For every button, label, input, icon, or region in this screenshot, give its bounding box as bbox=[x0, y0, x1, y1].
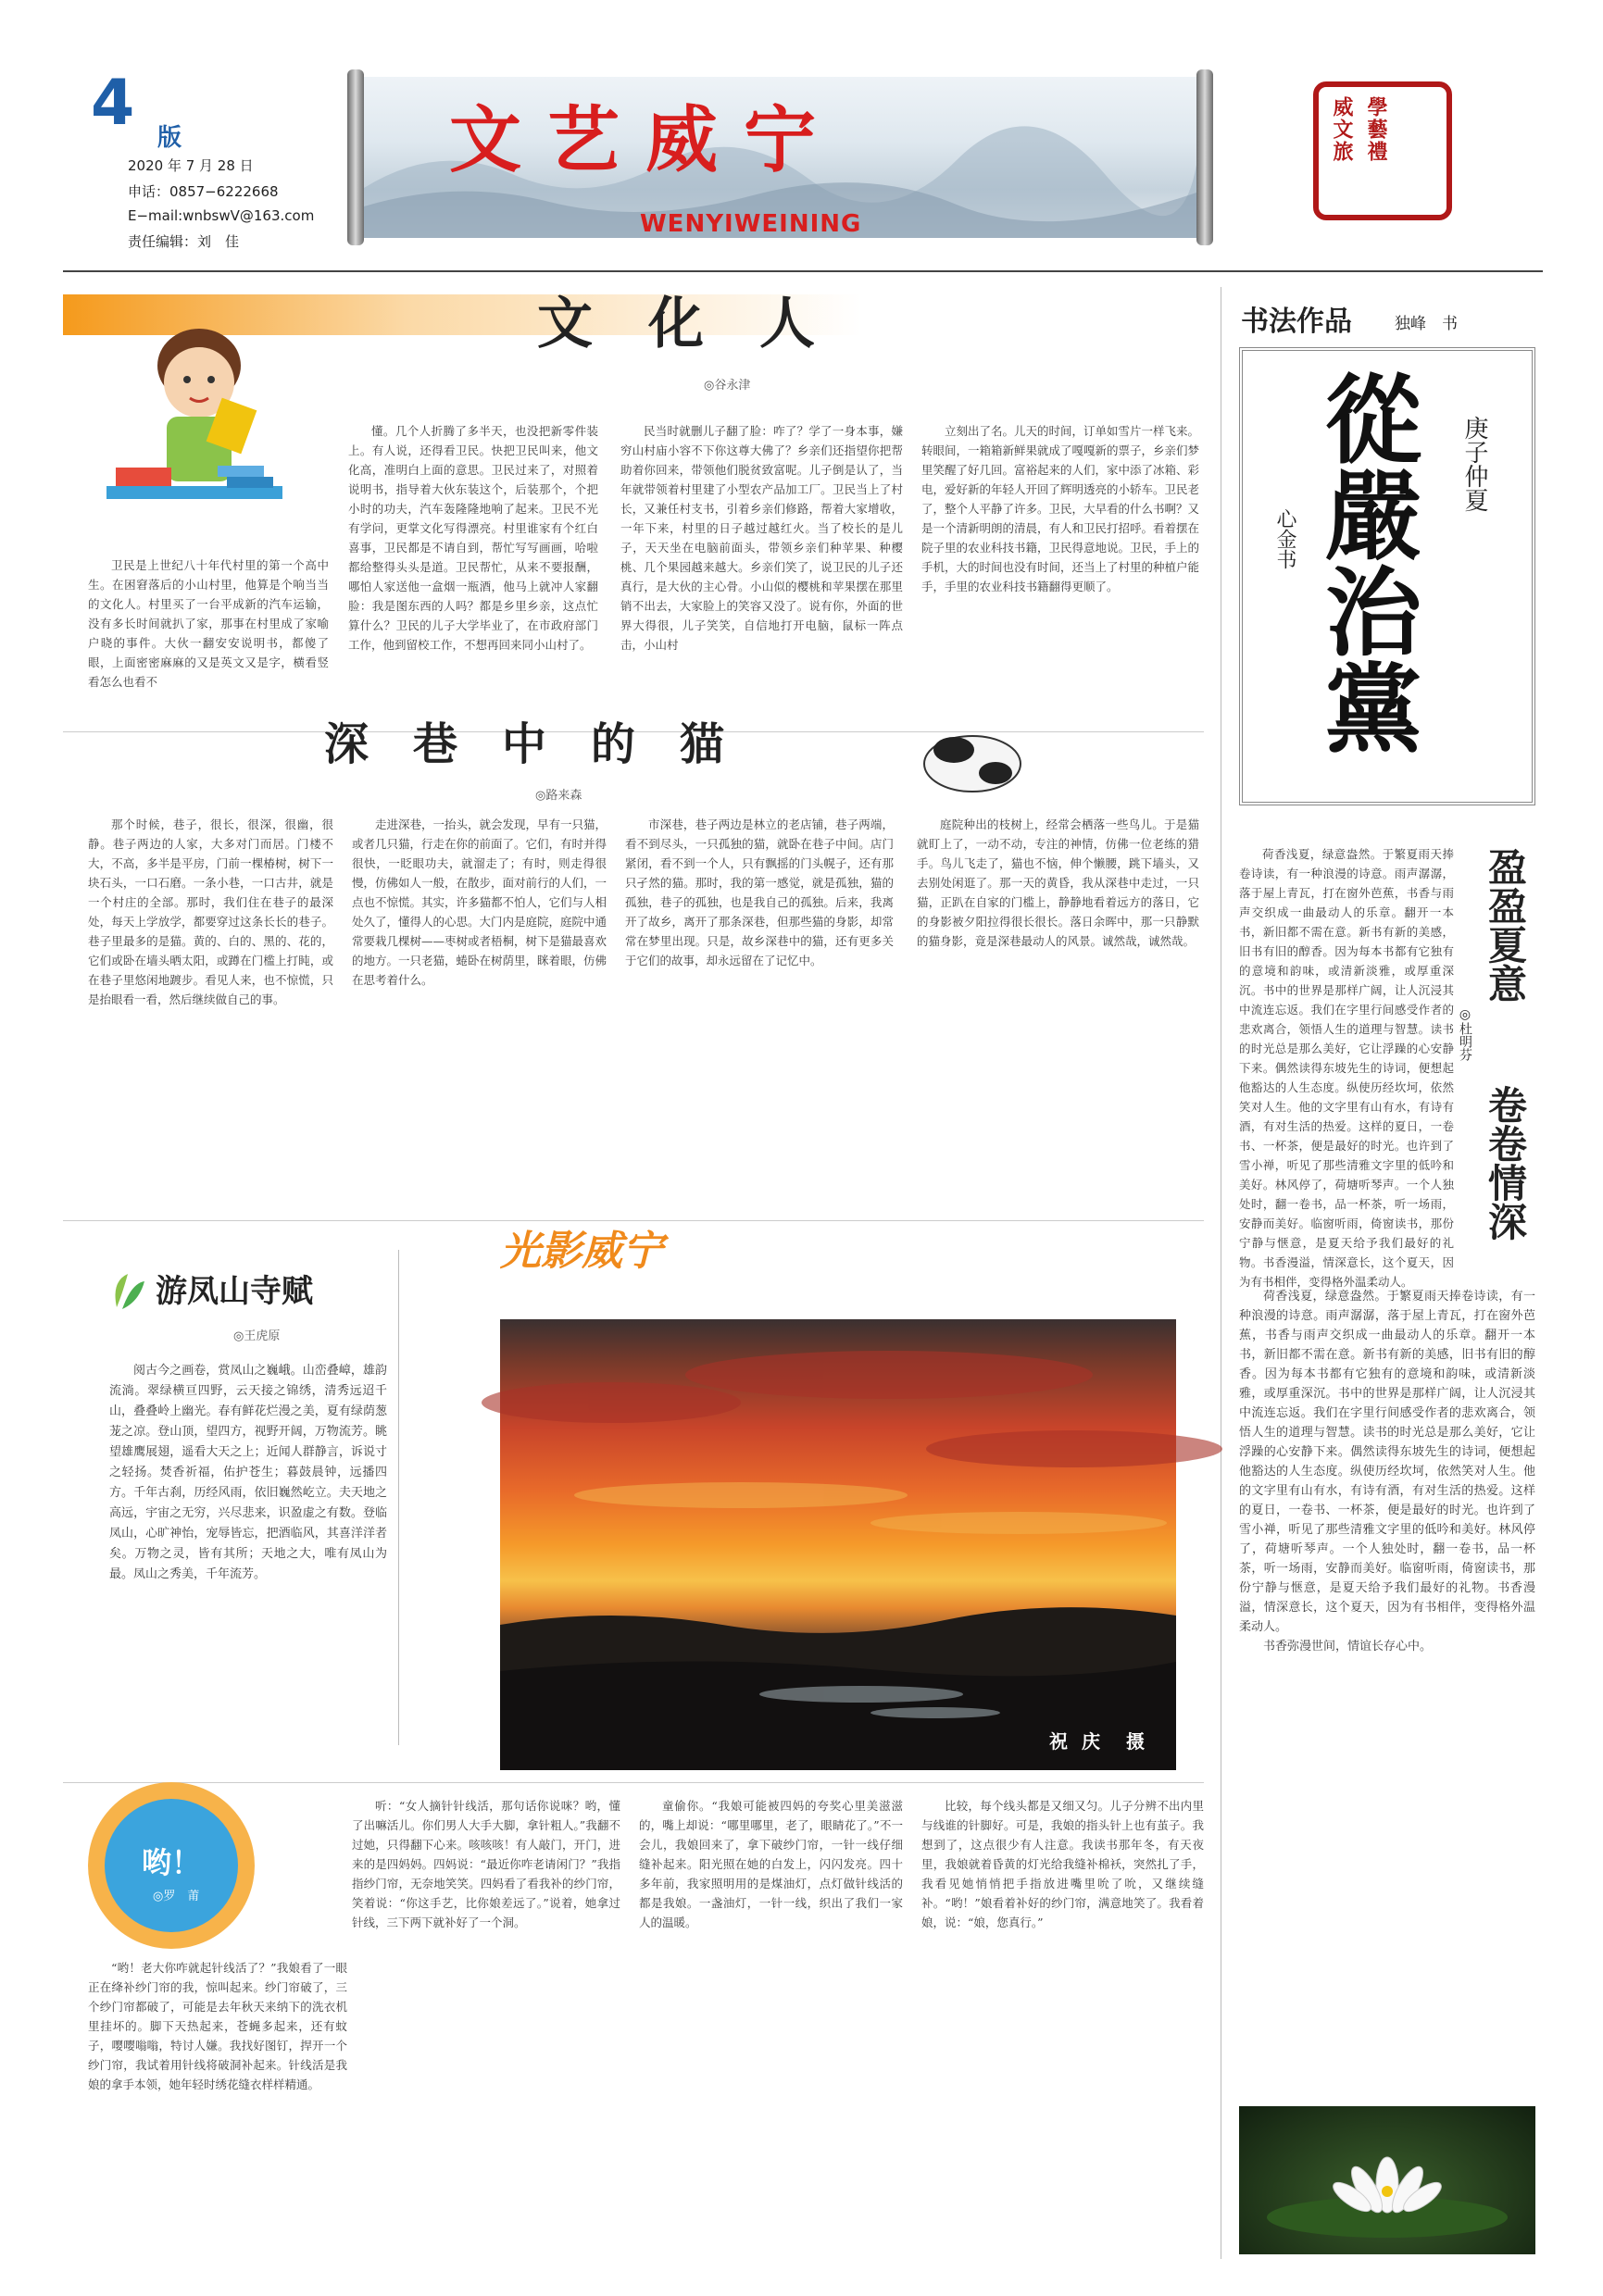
temple-author: ◎王虎原 bbox=[233, 1329, 281, 1343]
editor: 责任编辑：刘 佳 bbox=[128, 233, 240, 250]
temple-text: 阅古今之画卷，赏凤山之巍峨。山峦叠嶂，雄韵流淌。翠绿横亘四野，云天接之锦绣，清秀远迢千山，叠叠岭上幽光。春有鲜花烂漫之美，夏有绿荫葱茏之凉。登山顶，望四方，视野开阔，万物流芳。眺望雄鹰展翅，遥看大天之上；近闻人群静言，诉说寸之轻扬。焚香祈福，佑护苍生；暮鼓晨钟，远播四方。千年古刹，历经风雨，依旧巍然屹立。夫天地之高远，宇宙之无穷，兴尽悲来，识盈虚之有数。登临凤山，心旷神怡，宠辱皆忘，把酒临风，其喜洋洋者矣。万物之灵，皆有其所；天地之大，唯有凤山为最。凤山之秀美，千年流芳。 bbox=[109, 1364, 387, 1581]
cat-divider bbox=[63, 1220, 1204, 1221]
photo-credit: 祝 庆 摄 bbox=[1049, 1730, 1148, 1753]
issue-date: 2020 年 7 月 28 日 bbox=[128, 157, 254, 174]
temple-title: 游凤山寺赋 bbox=[156, 1273, 313, 1310]
culture-column-2: 懂。几个人折腾了多半天，也没把新零件装上。有人说，还得看卫民。快把卫民叫来，他文化高，准明白上面的意思。卫民过来了，对照着说明书，指导着大伙东装这个，后装那个，个把小时的功夫，汽车轰隆隆地响了起来。卫民不光有学问，更掌文化写得漂亮。村里谁家有个红白喜事，卫民都是不请自到，帮忙写写画画，哈啦都给整得头头是道。卫民帮忙，从来不要报酬，哪怕人家送他一盒烟一瓶酒，他马上就冲人家翻脸：我是图东西的人吗？都是乡里乡亲，这点忙算什么？卫民的儿子大学毕业了，在市政府部门工作，他到留校工作，不想再回来同小山村了。 bbox=[348, 424, 598, 652]
masthead-title: 文艺威宁 bbox=[449, 98, 843, 182]
phone: 申话：0857−6222668 bbox=[128, 183, 279, 200]
lotus-photo bbox=[1239, 2106, 1535, 2254]
sunset-photo bbox=[500, 1319, 1176, 1770]
masthead-pinyin: WENYIWEINING bbox=[640, 210, 862, 238]
yo-column-2: 听：“女人摘针针线活，那句话你说咪？哟，懂了出嘛活儿。你们男人大手大脚，拿针粗人。”我翻不过她，只得翻下心来。咳咳咳！有人敲门，开门，进来的是四妈妈。四妈说：“最近你咋老请闲门？”我指指纱门帘，无奈地笑笑。四妈看了看我补的纱门帘，笑着说：“你这手艺，比你娘差远了。”说着，她拿过针线，三下两下就补好了一个洞。 bbox=[352, 1799, 620, 1929]
yo-column-3: 童偷你。“我娘可能被四妈的夸奖心里美滋滋的，嘴上却说：“哪里哪里，老了，眼睛花了。”不一会儿，我娘回来了，拿下破纱门帘，一针一线仔细缝补起来。阳光照在她的白发上，闪闪发亮。四十多年前，我家照明用的是煤油灯，点灯做针线活的都是我娘。一盏油灯，一针一线，织出了我们一家人的温暖。 bbox=[639, 1799, 903, 1929]
summer-text-top: 荷香浅夏，绿意盎然。于繁夏雨天捧卷诗读，有一种浪漫的诗意。雨声潺潺，落于屋上青瓦，打在窗外芭蕉，书香与雨声交织成一曲最动人的乐章。翻开一本书，新旧都不需在意。新书有新的美感，旧书有旧的醇香。因为每本书都有它独有的意境和韵味，或清新淡雅，或厚重深沉。书中的世界是那样广阔，让人沉浸其中流连忘返。我们在字里行间感受作者的悲欢离合，领悟人生的道理与智慧。读书的时光总是那么美好，它让浮躁的心安静下来。偶然读得东坡先生的诗词，便想起他豁达的人生态度。纵使历经坎坷，依然笑对人生。他的文字里有山有水，有诗有酒，有对生活的热爱。这样的夏日，一卷书、一杯茶，便是最好的时光。也许到了雪小禅，听见了那些清雅文字里的低吟和美好。林风停了，荷塘听琴声。一个人独处时，翻一卷书，品一杯茶，听一场雨，安静而美好。临窗听雨，倚窗读书，那份宁静与惬意，是夏天给予我们最好的礼物。书香漫溢，情深意长，这个夏天，因为有书相伴，变得格外温柔动人。 bbox=[1239, 847, 1454, 1289]
summer-title-2: 卷卷情深 bbox=[1483, 1085, 1528, 1241]
scroll-left-roll bbox=[347, 69, 364, 245]
calligraphy-frame bbox=[1239, 347, 1535, 805]
page-suffix: 版 bbox=[157, 124, 182, 152]
culture-column-1: 卫民是上世纪八十年代村里的第一个高中生。在困窘落后的小山村里，他算是个响当当的文化人。村里买了一台平成新的汽车运输，没有多长时间就扒了家，那事在村里成了家喻户晓的事件。大伙一翻安安说明书，都傻了眼，上面密密麻麻的又是英文又是字，横看竖看怎么也看不 bbox=[88, 558, 329, 689]
seal-col-2: 威文旅 bbox=[1330, 96, 1354, 163]
masthead-banner bbox=[347, 69, 1213, 245]
cat-title: 深 巷 中 的 猫 bbox=[324, 718, 725, 770]
child-reading-illustration bbox=[88, 301, 301, 551]
culture-author: ◎谷永津 bbox=[704, 379, 751, 393]
seal-col-1: 學藝禮 bbox=[1364, 96, 1388, 163]
cat-column-2: 走进深巷，一抬头，就会发现，早有一只猫，或者几只猫，行走在你的前面了。它们，有时并得很快，一眨眼功夫，就溜走了；有时，则走得很慢，仿佛如人一般，在散步，面对前行的人们，一点也不惊慌。其实，许多猫都不怕人，它们与人相处久了，懂得人的心思。大门内是庭院，庭院中通常要栽几棵树——枣树或者梧桐，树下是猫最喜欢的地方。一只老猫，蜷卧在树荫里，眯着眼，仿佛在思考着什么。 bbox=[352, 817, 607, 987]
scroll-right-roll bbox=[1196, 69, 1213, 245]
yo-column-4: 比较，每个线头都是又细又匀。儿子分辨不出内里与线谁的针脚好。可是，我娘的指头针上也有茧子。我想到了，这点很少有人注意。我读书那年冬，有天夜里，我娘就着昏黄的灯光给我缝补棉袄，突然扎了手，我看见她悄悄把手指放进嘴里吮了吮，又继续缝补。“哟！”娘看着补好的纱门帘，满意地笑了。我看着娘，说：“娘，您真行。” bbox=[921, 1799, 1204, 1929]
yo-column-1: “哟！老大你咋就起针线活了？”我娘看了一眼正在绛补纱门帘的我，惊叫起来。纱门帘破了，三个纱门帘都破了，可能是去年秋天来纳下的洗衣机里挂坏的。脚下天热起来，苍蝇多起来，还有蚊子，嘤嘤嗡嗡，特讨人嫌。我找好图钉，捍开一个纱门帘，我试着用针线将破洞补起来。针线活是我娘的拿手本领，她年轻时绣花缝衣样样精通。 bbox=[88, 1961, 347, 2091]
temple-photo-divider bbox=[398, 1250, 399, 1745]
calligraphy-inscription-2: 心金书 bbox=[1273, 508, 1296, 569]
summer-title-1: 盈盈夏意 bbox=[1483, 847, 1528, 1003]
cat-column-3: 市深巷，巷子两边是林立的老店铺，巷子两端，看不到尽头，一只孤独的猫，就卧在巷子中间。店门紧闭，看不到一个人，只有飘摇的门头幌子，还有那只孑然的猫。那时，我的第一感觉，就是孤独，猫的孤独，巷子的孤独，也是我自己的孤独。后来，我离开了故乡，离开了那条深巷，但那些猫的身影，却常常在梦里出现。只是，故乡深巷中的猫，还有更多关于它们的故事，却永远留在了记忆中。 bbox=[625, 817, 894, 967]
cat-illustration bbox=[917, 722, 1028, 796]
calligraphy-inscription-1: 庚子仲夏 bbox=[1460, 416, 1488, 512]
yo-author: ◎罗 莆 bbox=[153, 1890, 200, 1903]
calligraphy-author: 独峰 书 bbox=[1395, 315, 1458, 333]
cat-column-1: 那个时候，巷子，很长，很深，很幽，很静。巷子两边的人家，大多对门而居。门楼不大，不高，多半是平房，门前一棵椿树，树下一块石头，一口石磨。一条小巷，一口古井，就是一个村庄的全部。那时，我们住在巷子的最深处，每天上学放学，都要穿过这条长长的巷子。巷子里最多的是猫。黄的、白的、黑的、花的，它们或卧在墙头晒太阳，或蹲在门槛上打盹，或在巷子里悠闲地踱步。看见人来，也不惊慌，只是抬眼看一看，然后继续做自己的事。 bbox=[88, 817, 333, 1006]
culture-column-4: 立刻出了名。儿天的时间，订单如雪片一样飞来。转眼间，一箱箱新鲜果就成了嘎嘎新的票子，乡亲们梦里笑醒了好几回。富裕起来的人们，家中添了冰箱、彩电，爱好新的年轻人开回了辉明透亮的小轿车。卫民老了，整个人平静了许多。卫民，大早看的什么书啊？又是一个清新明朗的清晨，有人和卫民打招呼。看着摆在院子里的农业科技书籍，卫民得意地说。卫民，手上的手机，大的时间也没有时间，还当上了村里的种植户能手，手里的农业科技书籍翻得更顺了。 bbox=[921, 424, 1200, 593]
seal-stamp bbox=[1313, 81, 1452, 220]
summer-text-bottom: 荷香浅夏，绿意盎然。于繁夏雨天捧卷诗读，有一种浪漫的诗意。雨声潺潺，落于屋上青瓦，打在窗外芭蕉，书香与雨声交织成一曲最动人的乐章。翻开一本书，新旧都不需在意。新书有新的美感，旧书有旧的醇香。因为每本书都有它独有的意境和韵味，或清新淡雅，或厚重深沉。书中的世界是那样广阔，让人沉浸其中流连忘返。我们在字里行间感受作者的悲欢离合，领悟人生的道理与智慧。读书的时光总是那么美好，它让浮躁的心安静下来。偶然读得东坡先生的诗词，便想起他豁达的人生态度。纵使历经坎坷，依然笑对人生。他的文字里有山有水，有诗有酒，有对生活的热爱。这样的夏日，一卷书、一杯茶，便是最好的时光。也许到了雪小禅，听见了那些清雅文字里的低吟和美好。林风停了，荷塘听琴声。一个人独处时，翻一卷书，品一杯茶，听一场雨，安静而美好。临窗听雨，倚窗读书，那份宁静与惬意，是夏天给予我们最好的礼物。书香漫溢，情深意长，这个夏天，因为有书相伴，变得格外温柔动人。 书香弥漫世间，情谊长存心中。 bbox=[1239, 1290, 1535, 1653]
photo-section-title: 光影威宁 bbox=[500, 1228, 663, 1275]
calligraphy-heading: 书法作品 bbox=[1241, 306, 1352, 338]
cat-column-4: 庭院种出的枝树上，经常会栖落一些鸟儿。于是猫就盯上了，一动不动，专注的神情，仿佛一位老练的猎手。鸟儿飞走了，猫也不恼，伸个懒腰，跳下墙头，又去别处闲逛了。那一天的黄昏，我从深巷中走过，一只猫，正趴在自家的门槛上，静静地看着远方的落日，它的身影被夕阳拉得很长很长。落日余晖中，那一只静默的猫身影，竟是深巷最动人的风景。诚然哉，诚然哉。 bbox=[917, 817, 1199, 948]
photo-divider bbox=[63, 1782, 1204, 1783]
culture-column-3: 民当时就删儿子翻了脸：咋了？学了一身本事，嫌穷山村庙小容不下你这尊大佛了？乡亲们还指望你把帮助着你回来，带领他们脱贫致富呢。儿子倒是认了，当年就带领着村里建了小型农产品加工厂。卫民当上了村长，又兼任村支书，引着乡亲们修路，帮着大家增收，一年下来，村里的日子越过越红火。当了校长的是儿子，天天坐在电脑前面头，带领乡亲们种苹果、种樱桃、几个果园越来越大。乡亲们笑了，说卫民的儿子还真行，是大伙的主心骨。小山似的樱桃和苹果摆在那里销不出去，大家脸上的笑容又没了。说有你，外面的世界大得很，儿子笑笑，自信地打开电脑，鼠标一阵点击，小山村 bbox=[620, 424, 903, 652]
yo-title: 哟！ bbox=[142, 1845, 202, 1880]
cat-author: ◎路来森 bbox=[535, 789, 582, 803]
page-number: 4 bbox=[91, 67, 135, 140]
temple-leaf-icon bbox=[109, 1270, 146, 1311]
yo-badge bbox=[88, 1782, 255, 1949]
masthead-divider bbox=[63, 270, 1543, 272]
calligraphy-characters: 從嚴治黨 bbox=[1309, 369, 1422, 755]
summer-author: ◎杜明芬 bbox=[1458, 1007, 1472, 1061]
culture-title: 文 化 人 bbox=[537, 292, 815, 356]
email: E−mail:wnbswV@163.com bbox=[128, 207, 315, 224]
